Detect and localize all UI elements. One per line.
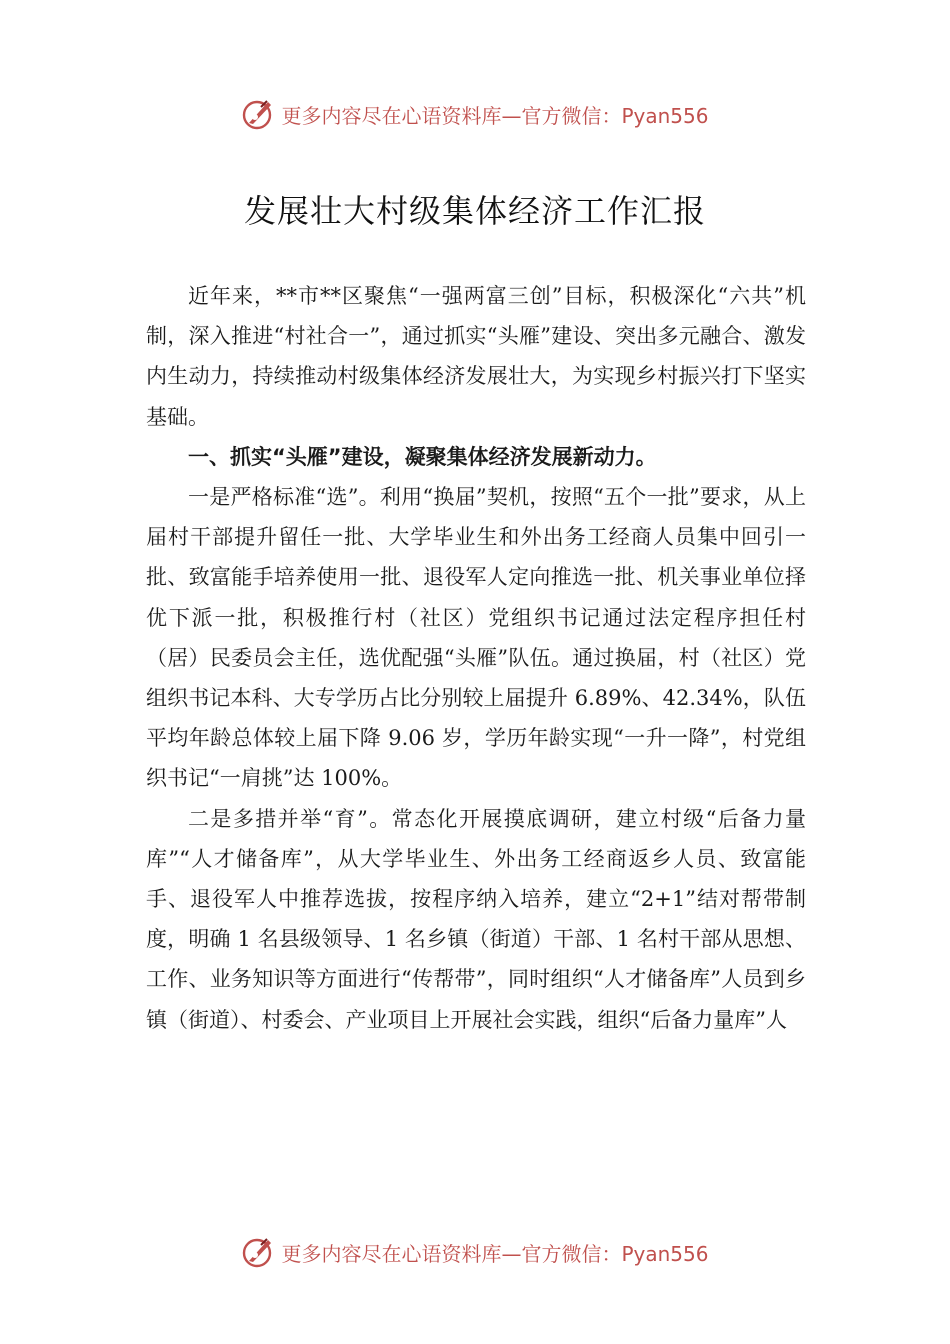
quill-logo-icon — [241, 97, 275, 131]
watermark-banner-top — [0, 94, 950, 134]
paragraph-intro: 近年来，**市**区聚焦“一强两富三创”目标，积极深化“六共”机制，深入推进“村社合一”，通过抓实“头雁”建设、突出多元融合、激发内生动力，持续推动村级集体经济发展壮大，为实现乡村振兴打下坚实基础。 — [146, 284, 806, 429]
paragraph-select: 一是严格标准“选”。利用“换届”契机，按照“五个一批”要求，从上届村干部提升留任一批、大学毕业生和外出务工经商人员集中回引一批、致富能手培养使用一批、退役军人定向推选一批、机关事业单位择优下派一批，积极推行村（社区）党组织书记通过法定程序担任村（居）民委员会主任，选优配强“头雁”队伍。通过换届，村（社区）党组织书记本科、大专学历占比分别较上届提升 6.89%、42.34%，队伍平均年龄总体较上届下降 9.06 岁，学历年龄实现“一升一降”，村党组织书记“一肩挑”达 100%。 — [146, 485, 806, 791]
watermark-banner-bottom — [0, 1232, 950, 1272]
watermark-text: 更多内容尽在心语资料库—官方微信：Pyan556 — [281, 103, 709, 128]
document-body — [146, 276, 806, 1040]
document-title: 发展壮大村级集体经济工作汇报 — [243, 192, 706, 230]
paragraph-cultivate: 二是多措并举“育”。常态化开展摸底调研，建立村级“后备力量库”“人才储备库”，从大学毕业生、外出务工经商返乡人员、致富能手、退役军人中推荐选拔，按程序纳入培养，建立“2+1”结对帮带制度，明确 1 名县级领导、1 名乡镇（街道）干部、1 名村干部从思想、工作、业务知识等方面进行“传帮带”，同时组织“人才储备库”人员到乡镇（街道）、村委会、产业项目上开展社会实践，组织“后备力量库”人 — [146, 806, 806, 1032]
section-heading-1: 一、抓实“头雁”建设，凝聚集体经济发展新动力。 — [188, 444, 657, 469]
quill-logo-icon — [241, 1235, 275, 1269]
watermark-text: 更多内容尽在心语资料库—官方微信：Pyan556 — [281, 1241, 709, 1266]
